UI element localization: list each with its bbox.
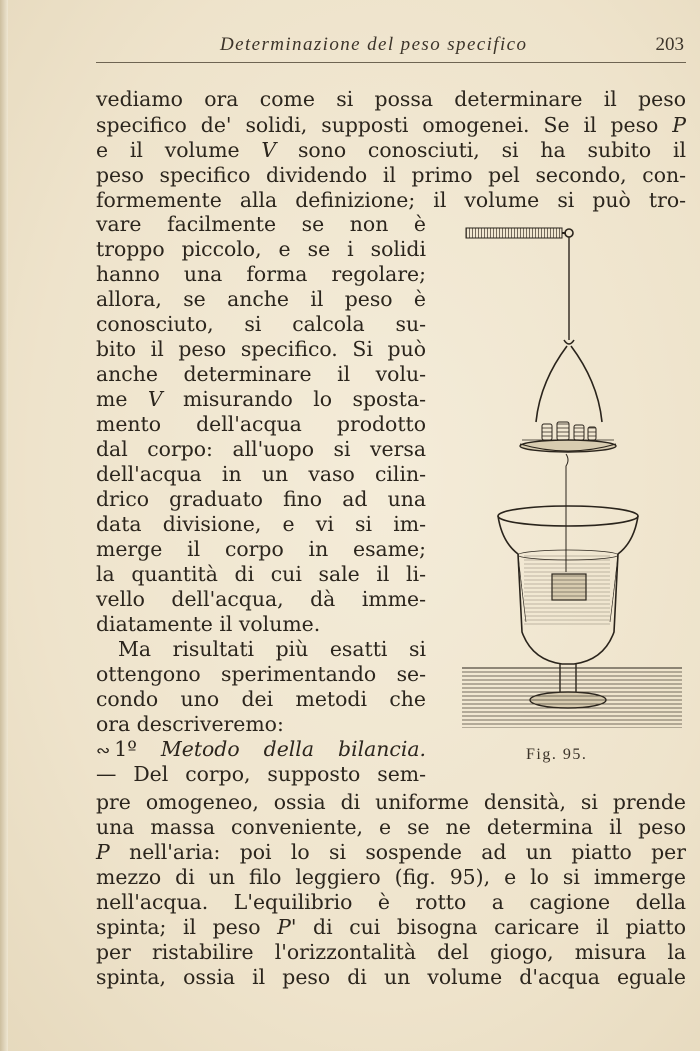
- text-line: dell'acqua in un vaso cilin-: [96, 462, 426, 486]
- page-number: 203: [655, 34, 684, 55]
- variable-P: P: [672, 113, 686, 137]
- text-line: — Del corpo, supposto sem-: [96, 762, 426, 786]
- text-line: me V misurando lo sposta-: [96, 387, 426, 411]
- variable-V: V: [261, 138, 277, 162]
- text-line: P nell'aria: poi lo si sospende ad un piatto per: [96, 840, 686, 864]
- text-line: formemente alla definizione; il volume si può tro-: [96, 188, 686, 212]
- variable-P-prime: P': [277, 915, 297, 939]
- pan-arm-left: [536, 346, 567, 422]
- figure-caption: Fig. 95.: [526, 746, 588, 763]
- text-line: data divisione, e vi si im-: [96, 512, 426, 536]
- text-line: diatamente il volume.: [96, 612, 321, 636]
- balance-beam: [466, 228, 573, 238]
- text-line: merge il corpo in esame;: [96, 537, 426, 561]
- text-line: spinta; il peso P' di cui bisogna caricare il piatto: [96, 915, 686, 939]
- text-line: anche determinare il volu-: [96, 362, 426, 386]
- text-line: nell'acqua. L'equilibrio è rotto a cagione della: [96, 890, 686, 914]
- text-line: e il volume V sono conosciuti, si ha subito il: [96, 138, 686, 162]
- text-line: mento dell'acqua prodotto: [96, 412, 426, 436]
- text-line: ora descriveremo:: [96, 712, 284, 736]
- text-line: hanno una forma regolare;: [96, 262, 426, 286]
- text-line: dal corpo: all'uopo si versa: [96, 437, 426, 461]
- page-binding-edge: [0, 0, 8, 1051]
- weights-icon: [542, 422, 596, 440]
- text-line: bito il peso specifico. Si può: [96, 337, 426, 361]
- text-line: per ristabilire l'orizzontalità del giogo, misura la: [96, 940, 686, 964]
- text-line: Ma risultati più esatti si: [118, 637, 426, 661]
- text-line: allora, se anche il peso è: [96, 287, 426, 311]
- text-line: mezzo di un filo leggiero (fig. 95), e lo si immerge: [96, 865, 686, 889]
- text-line: specifico de' solidi, supposti omogenei. Se il peso P: [96, 113, 686, 137]
- running-header: [96, 34, 686, 63]
- variable-V: V: [147, 387, 163, 411]
- text-line: spinta, ossia il peso di un volume d'acqua eguale: [96, 965, 686, 989]
- text-line: ottengono sperimentando se-: [96, 662, 426, 686]
- text-line: troppo piccolo, e se i solidi: [96, 237, 426, 261]
- text-line: vello dell'acqua, dà imme-: [96, 587, 426, 611]
- section-heading: ∾ 1º Metodo della bilancia.: [96, 737, 427, 761]
- pan-arm-right: [571, 346, 602, 422]
- text-line: vediamo ora come si possa determinare il peso: [96, 87, 686, 111]
- variable-P: P: [96, 840, 110, 864]
- ornament-mark: ∾: [96, 741, 111, 761]
- table-surface: [462, 668, 682, 728]
- text-line: una massa conveniente, e se ne determina il peso: [96, 815, 686, 839]
- thread: [566, 454, 568, 572]
- text-line: vare facilmente se non è: [96, 212, 426, 236]
- text-line: peso specifico dividendo il primo pel secondo, con-: [96, 163, 686, 187]
- method-title: Metodo della bilancia.: [160, 737, 427, 761]
- figure-95-illustration: [462, 222, 690, 742]
- text-line: pre omogeneo, ossia di uniforme densità, si prende: [96, 790, 686, 814]
- text-line: condo uno dei metodi che: [96, 687, 426, 711]
- balance-pan: [520, 440, 616, 452]
- text-line: drico graduato fino ad una: [96, 487, 426, 511]
- running-title: Determinazione del peso specifico: [220, 34, 528, 55]
- text-line: la quantità di cui sale il li-: [96, 562, 426, 586]
- text-line: conosciuto, si calcola su-: [96, 312, 426, 336]
